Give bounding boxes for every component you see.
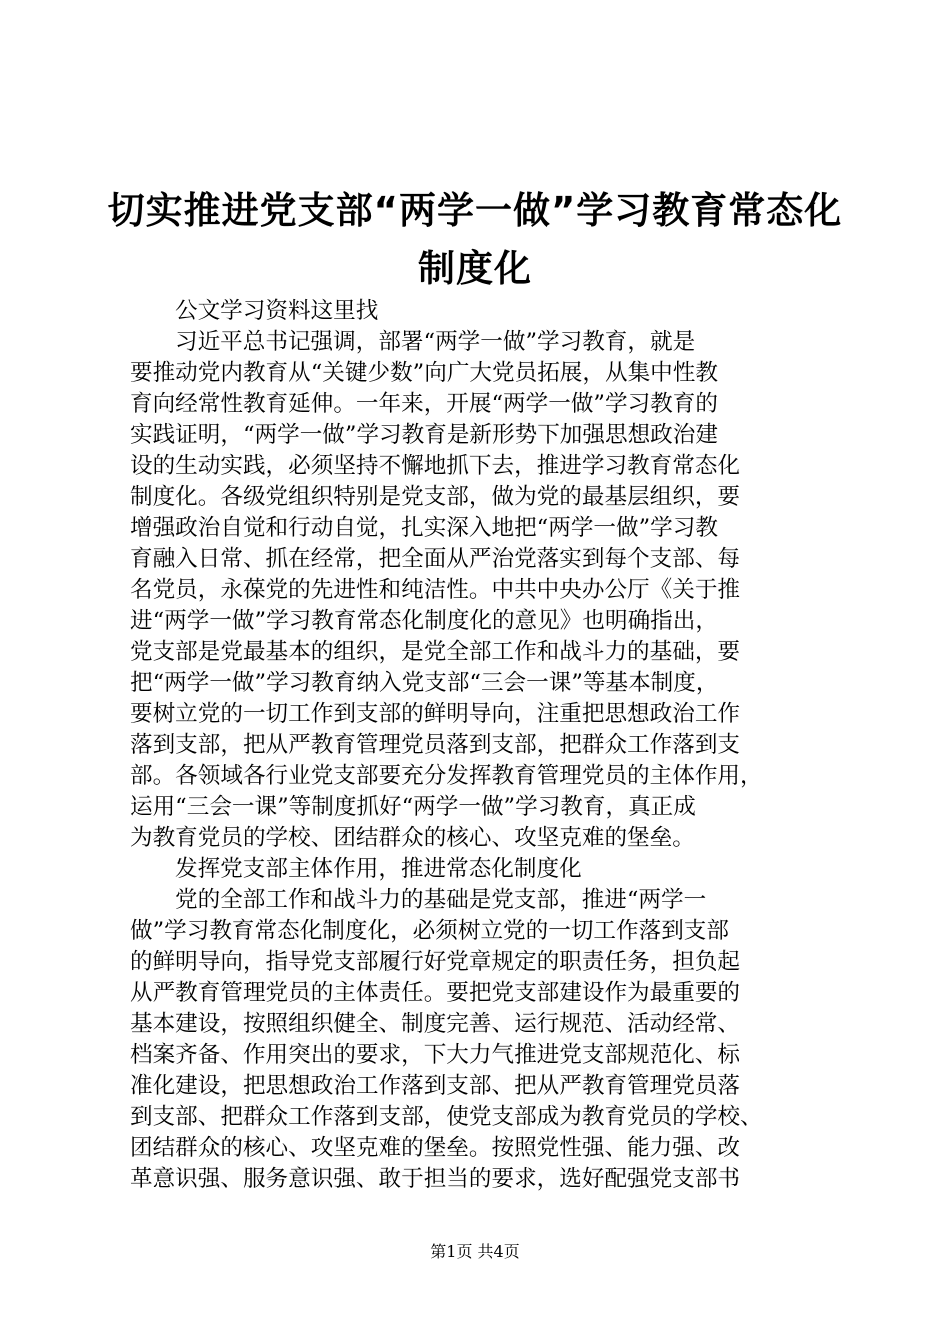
paragraph-line: 准化建设，把思想政治工作落到支部、把从严教育管理党员落 — [130, 1073, 741, 1099]
page-footer: 第1页 共4页 — [430, 1242, 520, 1261]
paragraph-line: 为教育党员的学校、团结群众的核心、攻坚克难的堡垒。 — [130, 825, 695, 851]
paragraph-line: 进“两学一做”学习教育常态化制度化的意见》也明确指出， — [130, 608, 718, 634]
paragraph-line: 育向经常性教育延伸。一年来，开展“两学一做”学习教育的 — [130, 391, 718, 417]
paragraph-line: 设的生动实践，必须坚持不懈地抓下去，推进学习教育常态化 — [130, 453, 741, 479]
paragraph-line: 的鲜明导向，指导党支部履行好党章规定的职责任务，担负起 — [130, 949, 741, 975]
paragraph-line: 增强政治自觉和行动自觉，扎实深入地把“两学一做”学习教 — [130, 515, 718, 541]
paragraph-line: 育融入日常、抓在经常，把全面从严治党落实到每个支部、每 — [130, 546, 741, 572]
paragraph-line: 到支部、把群众工作落到支部，使党支部成为教育党员的学校、 — [130, 1104, 763, 1130]
paragraph-line: 落到支部，把从严教育管理党员落到支部，把群众工作落到支 — [130, 732, 741, 758]
paragraph-line: 团结群众的核心、攻坚克难的堡垒。按照党性强、能力强、改 — [130, 1135, 741, 1161]
paragraph-line: 运用“三会一课”等制度抓好“两学一做”学习教育，真正成 — [130, 794, 696, 820]
paragraph-line: 实践证明，“两学一做”学习教育是新形势下加强思想政治建 — [130, 422, 718, 448]
paragraph-line: 名党员，永葆党的先进性和纯洁性。中共中央办公厅《关于推 — [130, 577, 741, 603]
paragraph-line: 制度化。各级党组织特别是党支部，做为党的最基层组织，要 — [130, 484, 741, 510]
document-title-line-2: 制度化 — [418, 247, 532, 290]
document-title-line-1: 切实推进党支部“两学一做”学习教育常态化 — [107, 189, 843, 232]
paragraph-line: 党的全部工作和战斗力的基础是党支部，推进“两学一 — [175, 887, 707, 913]
paragraph-line: 档案齐备、作用突出的要求，下大力气推进党支部规范化、标 — [130, 1042, 741, 1068]
paragraph-line: 做”学习教育常态化制度化，必须树立党的一切工作落到支部 — [130, 918, 729, 944]
source-note: 公文学习资料这里找 — [175, 298, 379, 324]
paragraph-line: 要推动党内教育从“关键少数”向广大党员拓展，从集中性教 — [130, 360, 718, 386]
paragraph-line: 要树立党的一切工作到支部的鲜明导向，注重把思想政治工作 — [130, 701, 741, 727]
paragraph-line: 基本建设，按照组织健全、制度完善、运行规范、活动经常、 — [130, 1011, 741, 1037]
paragraph-line: 革意识强、服务意识强、敢于担当的要求，选好配强党支部书 — [130, 1166, 741, 1192]
paragraph-line: 习近平总书记强调，部署“两学一做”学习教育，就是 — [175, 329, 696, 355]
document-body — [130, 296, 830, 1195]
paragraph-line: 部。各领域各行业党支部要充分发挥教育管理党员的主体作用， — [130, 763, 763, 789]
paragraph-line: 把“两学一做”学习教育纳入党支部“三会一课”等基本制度， — [130, 670, 719, 696]
section-heading: 发挥党支部主体作用，推进常态化制度化 — [175, 856, 582, 882]
paragraph-line: 党支部是党最基本的组织，是党全部工作和战斗力的基础，要 — [130, 639, 741, 665]
paragraph-line: 从严教育管理党员的主体责任。要把党支部建设作为最重要的 — [130, 980, 741, 1006]
